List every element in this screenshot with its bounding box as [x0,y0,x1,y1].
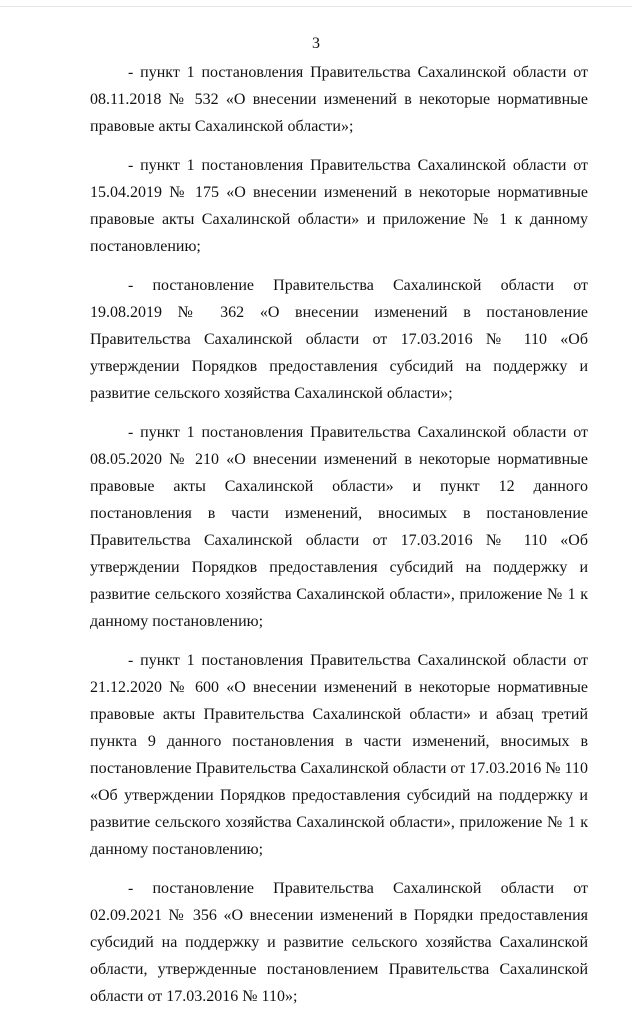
list-item: - пункт 1 постановления Правительства Сахалинской области от 15.04.2019 № 175 «О внесении изменений в некоторые нормативные правовые акты Сахалинской области» и приложение № 1 к данному постановлению; [90,157,588,255]
list-item: - пункт 1 постановления Правительства Сахалинской области от 08.05.2020 № 210 «О внесении изменений в некоторые нормативные правовые акты Сахалинской области» и пункт 12 данного постановления в части изменений, вносимых в постановление Правительства Сахалинской области от 17.03.2016 № 110 «Об утверждении Порядков предоставления субсидий на поддержку и развитие сельского хозяйства Сахалинской области», приложение № 1 к данному постановлению; [90,424,588,630]
page-top-edge [0,0,632,7]
page-number: 3 [312,35,320,52]
list-item: - постановление Правительства Сахалинской области от 19.08.2019 № 362 «О внесении изменений в постановление Правительства Сахалинской области от 17.03.2016 № 110 «Об утверждении Порядков предоставления субсидий на поддержку и развитие сельского хозяйства Сахалинской области»; [90,277,588,402]
list-item: - пункт 1 постановления Правительства Сахалинской области от 21.12.2020 № 600 «О внесении изменений в некоторые нормативные правовые акты Правительства Сахалинской области» и абзац третий пункта 9 данного постановления в части изменений, вносимых в постановление Правительства Сахалинской области от 17.03.2016 № 110 «Об утверждении Порядков предоставления субсидий на поддержку и развитие сельского хозяйства Сахалинской области», приложение № 1 к данному постановлению; [90,652,588,858]
list-item: - постановление Правительства Сахалинской области от 02.09.2021 № 356 «О внесении изменений в Порядки предоставления субсидий на поддержку и развитие сельского хозяйства Сахалинской области, утвержденные постановлением Правительства Сахалинской области от 17.03.2016 № 110»; [90,880,588,1005]
document-body [90,59,588,1022]
list-item: - пункт 1 постановления Правительства Сахалинской области от 08.11.2018 № 532 «О внесении изменений в некоторые нормативные правовые акты Сахалинской области»; [90,64,588,135]
